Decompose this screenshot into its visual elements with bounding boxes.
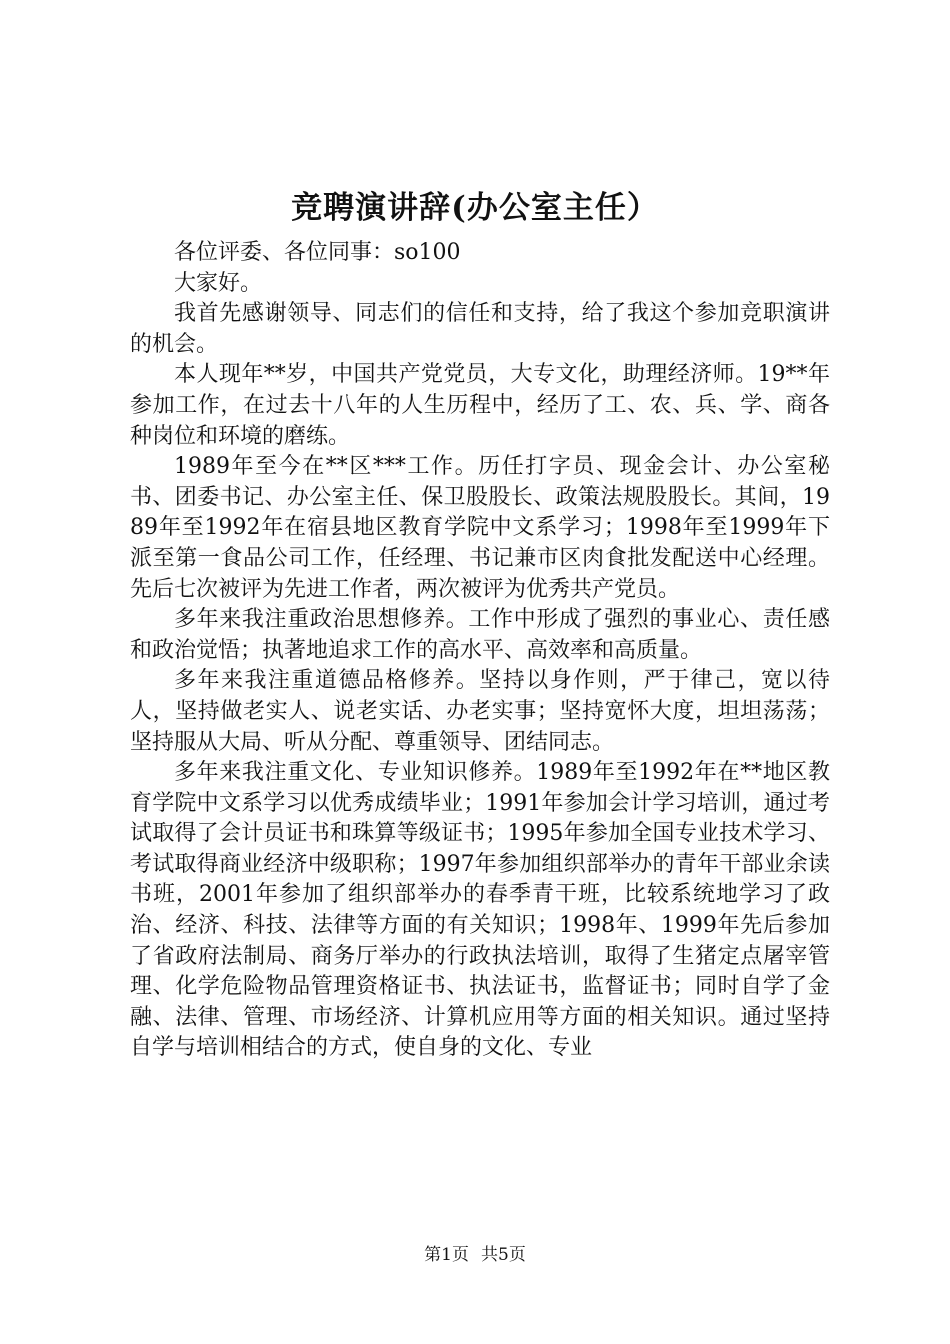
paragraph-greeting: 大家好。 <box>174 270 263 296</box>
page-number: 第1页 <box>424 1245 469 1265</box>
document-title: 竞聘演讲辞(办公室主任） <box>291 190 659 226</box>
paragraph-career: 1989年至今在**区***工作。历任打字员、现金会计、办公室秘书、团委书记、办公室主任、保卫股股长、政策法规股股长。其间，1989年至1992年在宿县地区教育学院中文系学习；1998年至1999年下派至第一食品公司工作，任经理、书记兼市区肉食批发配送中心经理。先后七次被评为先进工作者，两次被评为优秀共产党员。 <box>130 454 830 602</box>
paragraph-thanks: 我首先感谢领导、同志们的信任和支持，给了我这个参加竞职演讲的机会。 <box>130 301 830 357</box>
paragraph-education: 多年来我注重文化、专业知识修养。1989年至1992年在**地区教育学院中文系学习以优秀成绩毕业；1991年参加会计学习培训，通过考试取得了会计员证书和珠算等级证书；1995年参加全国专业技术学习、考试取得商业经济中级职称；1997年参加组织部举办的青年干部业余读书班，2001年参加了组织部举办的春季青干班，比较系统地学习了政治、经济、科技、法律等方面的有关知识；1998年、1999年先后参加了省政府法制局、商务厅举办的行政执法培训，取得了生猪定点屠宰管理、化学危险物品管理资格证书、执法证书，监督证书；同时自学了金融、法律、管理、市场经济、计算机应用等方面的相关知识。通过坚持自学与培训相结合的方式，使自身的文化、专业 <box>130 760 830 1061</box>
paragraph-moral: 多年来我注重道德品格修养。坚持以身作则，严于律己，宽以待人，坚持做老实人、说老实话、办老实事；坚持宽怀大度，坦坦荡荡；坚持服从大局、听从分配、尊重领导、团结同志。 <box>130 668 830 755</box>
document-body <box>130 238 830 1064</box>
page-footer <box>0 1243 950 1267</box>
paragraph-political: 多年来我注重政治思想修养。工作中形成了强烈的事业心、责任感和政治觉悟；执著地追求工作的高水平、高效率和高质量。 <box>130 607 830 663</box>
paragraph-salutation: 各位评委、各位同事：so100 <box>174 240 461 265</box>
paragraph-profile: 本人现年**岁，中国共产党党员，大专文化，助理经济师。19**年参加工作，在过去十八年的人生历程中，经历了工、农、兵、学、商各种岗位和环境的磨练。 <box>130 362 830 449</box>
page-total: 共5页 <box>481 1245 526 1265</box>
